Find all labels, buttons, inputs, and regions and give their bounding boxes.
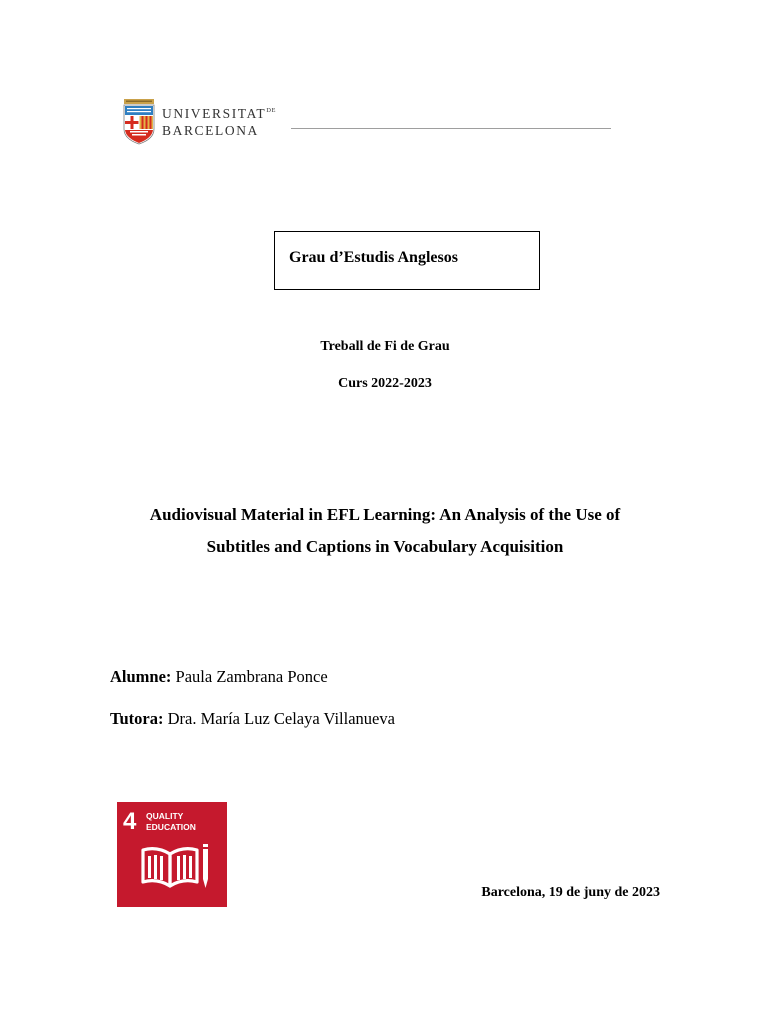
sdg-quality-education-badge: [117, 802, 227, 907]
university-name-line1: UNIVERSITAT: [162, 106, 267, 121]
thesis-title-line1: Audiovisual Material in EFL Learning: An Analysis of the Use of: [149, 505, 621, 524]
academic-course: Curs 2022-2023: [338, 376, 432, 391]
student-label: Alumne:: [110, 667, 172, 686]
university-name-line2: BARCELONA: [162, 122, 259, 138]
sdg-number: 4: [123, 808, 137, 835]
university-shield-icon: [122, 99, 156, 145]
student-line: [110, 667, 328, 687]
book-pencil-icon: [139, 842, 211, 894]
thesis-title-line2: Subtitles and Captions in Vocabulary Acquisition: [206, 537, 564, 556]
student-name: Paula Zambrana Ponce: [175, 667, 328, 686]
sdg-label-line1: QUALITY: [146, 811, 184, 821]
university-name: [162, 107, 276, 137]
work-type: Treball de Fi de Grau: [320, 339, 450, 354]
tutor-name: Dra. María Luz Celaya Villanueva: [167, 709, 395, 728]
header-divider: [291, 128, 611, 129]
sdg-label: [146, 811, 196, 832]
place-and-date: Barcelona, 19 de juny de 2023: [481, 885, 660, 900]
degree-box: [274, 231, 540, 290]
degree-name: Grau d’Estudis Anglesos: [289, 249, 458, 266]
university-logo: [122, 99, 276, 147]
sdg-label-line2: EDUCATION: [146, 821, 196, 832]
tutor-label: Tutora:: [110, 709, 164, 728]
tutor-line: [110, 709, 395, 729]
university-name-suffix: DE: [266, 107, 276, 114]
